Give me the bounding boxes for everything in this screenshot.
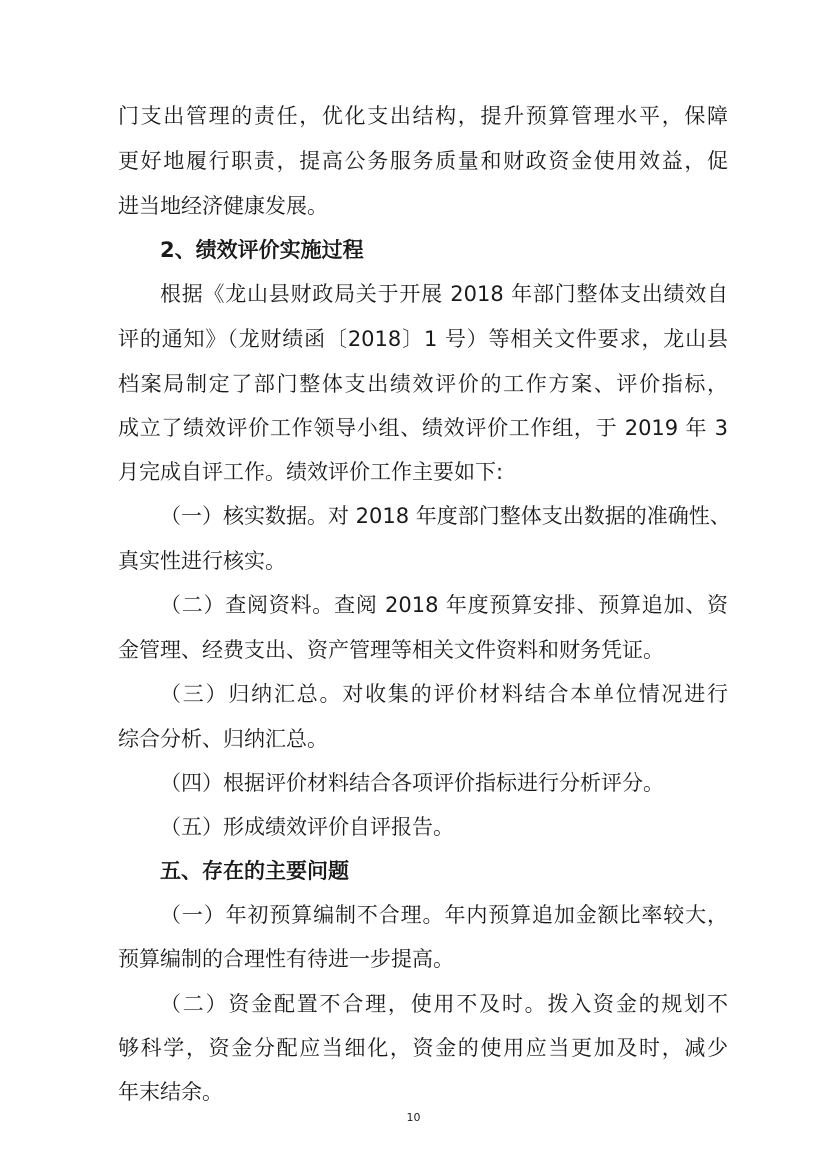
intro-line-3: 进当地经济健康发展。 [118, 194, 328, 218]
section-2-line-1: 根据《龙山县财政局关于开展 2018 年部门整体支出绩效自 [160, 282, 728, 306]
section-5-item-1-line-1: （一）年初预算编制不合理。年内预算追加金额比率较大， [160, 903, 728, 927]
section-2-heading: 2、绩效评价实施过程 [160, 238, 364, 262]
section-5-heading: 五、存在的主要问题 [160, 859, 349, 883]
section-2-item-2-line-2: 金管理、经费支出、资产管理等相关文件资料和财务凭证。 [118, 638, 664, 662]
section-2-item-5-line-1: （五）形成绩效评价自评报告。 [160, 815, 454, 839]
section-2-item-1-line-1: （一）核实数据。对 2018 年度部门整体支出数据的准确性、 [160, 504, 731, 528]
section-2-line-3: 档案局制定了部门整体支出绩效评价的工作方案、评价指标， [118, 372, 728, 396]
section-5-item-2-line-3: 年末结余。 [118, 1080, 223, 1104]
section-2-line-5: 月完成自评工作。绩效评价工作主要如下: [118, 460, 504, 484]
section-2-item-3-line-2: 综合分析、归纳汇总。 [118, 727, 328, 751]
intro-line-2: 更好地履行职责，提高公务服务质量和财政资金使用效益，促 [118, 149, 728, 173]
intro-line-1: 门支出管理的责任，优化支出结构，提升预算管理水平，保障 [118, 104, 728, 128]
section-2-line-4: 成立了绩效评价工作领导小组、绩效评价工作组，于 2019 年 3 [118, 416, 728, 440]
section-2-item-2-line-1: （二）查阅资料。查阅 2018 年度预算安排、预算追加、资 [160, 593, 728, 617]
section-5-item-1-line-2: 预算编制的合理性有待进一步提高。 [118, 947, 454, 971]
section-2-item-1-line-2: 真实性进行核实。 [118, 549, 286, 573]
section-2-line-2: 评的通知》（龙财绩函〔2018〕1 号）等相关文件要求，龙山县 [118, 327, 728, 351]
section-5-item-2-line-2: 够科学，资金分配应当细化，资金的使用应当更加及时，减少 [118, 1036, 728, 1060]
section-5-item-2-line-1: （二）资金配置不合理，使用不及时。拨入资金的规划不 [160, 992, 728, 1016]
page-number: 10 [406, 1111, 421, 1124]
section-2-item-4-line-1: （四）根据评价材料结合各项评价指标进行分析评分。 [160, 771, 664, 795]
section-2-item-3-line-1: （三）归纳汇总。对收集的评价材料结合本单位情况进行 [160, 682, 728, 706]
